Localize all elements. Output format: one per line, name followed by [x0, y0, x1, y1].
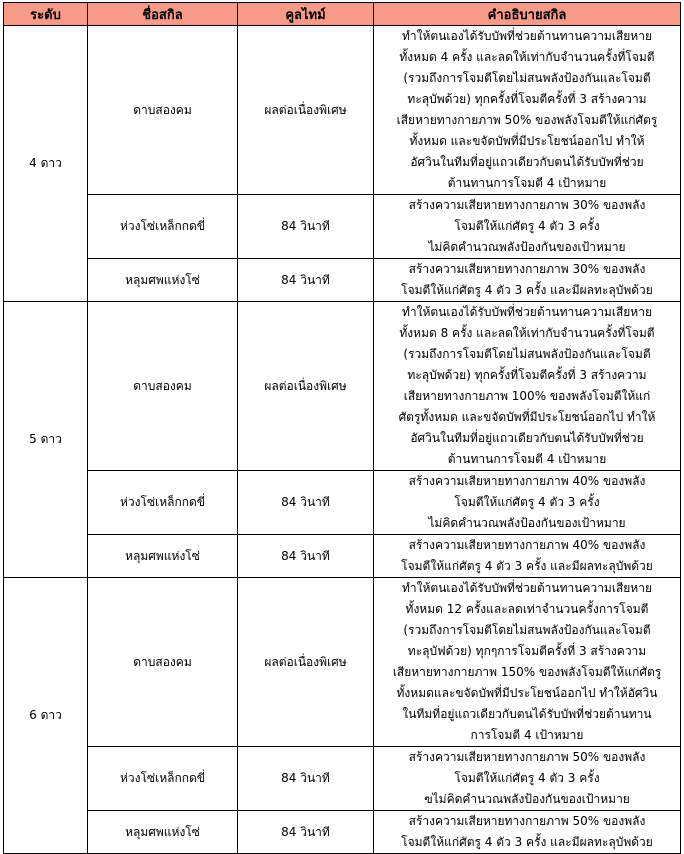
description-line: เสียหายทางกายภาพ 150% ของพลังโจมตีให้แก่ศัตรู — [392, 665, 662, 679]
table-row — [4, 578, 681, 747]
description-line: เสียหายทางกายภาพ 100% ของพลังโจมตีให้แก่ — [403, 389, 651, 403]
description-line: ทั้งหมด 12 ครั้งและลดเท่าจำนวนครั้งการโจมตี — [405, 602, 649, 616]
skill-name-cell: ห่วงโซ่เหล็กกดขี่ — [88, 195, 238, 259]
description-line: การโจมตี 4 เป้าหมาย — [470, 728, 584, 742]
description-line: (รวมถึงการโจมตีโดยไม่สนพลังป้องกันและโจมตี — [403, 71, 651, 85]
description-line: อัศวินในทีมที่อยู่แถวเดียวกับตนได้รับบัพที่ช่วย — [410, 155, 644, 169]
description-cell — [374, 471, 681, 535]
table-row — [4, 26, 681, 195]
description-line: ต้านทานการโจมตี 4 เป้าหมาย — [447, 452, 607, 466]
skill-name-cell: ห่วงโซ่เหล็กกดขี่ — [88, 471, 238, 535]
description-line: ทั้งหมด และขจัดบัพที่มีประโยชน์ออกไป ทำให้ — [409, 134, 645, 148]
description-line: ทั้งหมดและขจัดบัพที่มีประโยชน์ออกไป ทำให้อัศวิน — [396, 686, 658, 700]
description-line: (รวมถึงการโจมตีโดยไม่สนพลังป้องกันและโจมตี — [403, 623, 651, 637]
description-line: โจมตีให้แก่ศัตรู 4 ตัว 3 ครั้ง และมีผลทะลุบัพด้วย — [401, 559, 653, 573]
table-header — [4, 3, 681, 26]
description-line: ต้านทานการโจมตี 4 เป้าหมาย — [447, 176, 607, 190]
header-row — [4, 3, 681, 26]
skill-table — [3, 2, 681, 854]
skill-name-cell: ห่วงโซ่เหล็กกดขี่ — [88, 747, 238, 811]
skill-name-cell: หลุมศพแห่งโซ่ — [88, 535, 238, 578]
description-line: โจมตีให้แก่ศัตรู 4 ตัว 3 ครั้ง — [454, 495, 600, 509]
table-row — [4, 747, 681, 811]
description-line: ทะลุบัพด้วย) ทุกครั้งที่โจมตีครั้งที่ 3 สร้างความ — [407, 368, 647, 382]
table-body — [4, 26, 681, 854]
cooldown-cell: 84 วินาที — [238, 195, 374, 259]
description-line: สร้างความเสียหายทางกายภาพ 40% ของพลัง — [408, 538, 646, 552]
description-cell — [374, 747, 681, 811]
description-line: โจมตีให้แก่ศัตรู 4 ตัว 3 ครั้ง — [454, 771, 600, 785]
table-row — [4, 471, 681, 535]
description-cell — [374, 535, 681, 578]
description-line: ฃไม่คิดคำนวณพลังป้องกันของเป้าหมาย — [424, 792, 630, 806]
description-line: ในทีมที่อยู่แถวเดียวกับตนได้รับบัพที่ช่วยต้านทาน — [402, 707, 652, 721]
description-cell — [374, 578, 681, 747]
cooldown-cell: 84 วินาที — [238, 535, 374, 578]
description-line: (รวมถึงการโจมตีโดยไม่สนพลังป้องกันและโจมตี — [403, 347, 651, 361]
cooldown-cell: 84 วินาที — [238, 259, 374, 302]
cooldown-cell: ผลต่อเนื่องพิเศษ — [238, 578, 374, 747]
header-description: คำอธิบายสกิล — [374, 3, 681, 26]
cooldown-cell: 84 วินาที — [238, 747, 374, 811]
skill-name-cell: ดาบสองคม — [88, 578, 238, 747]
skill-name-cell: ดาบสองคม — [88, 26, 238, 195]
description-line: ศัตรูทั้งหมด และขจัดบัพที่มีประโยชน์ออกไป ทำให้ — [398, 410, 656, 424]
description-line: ทำให้ตนเองได้รับบัพที่ช่วยต้านทานความเสียหาย — [402, 29, 652, 43]
description-line: เสียหายทางกายภาพ 50% ของพลังโจมตีให้แก่ศัตรู — [396, 113, 658, 127]
table-row — [4, 195, 681, 259]
skill-name-cell: หลุมศพแห่งโซ่ — [88, 259, 238, 302]
description-line: สร้างความเสียหายทางกายภาพ 30% ของพลัง — [408, 198, 646, 212]
description-line: ไม่คิดคำนวณพลังป้องกันของเป้าหมาย — [428, 240, 626, 254]
description-line: โจมตีให้แก่ศัตรู 4 ตัว 3 ครั้ง — [454, 219, 600, 233]
description-line: โจมตีให้แก่ศัตรู 4 ตัว 3 ครั้ง และมีผลทะลุบัพด้วย — [401, 283, 653, 297]
cooldown-cell: ผลต่อเนื่องพิเศษ — [238, 26, 374, 195]
cooldown-cell: 84 วินาที — [238, 811, 374, 854]
description-cell — [374, 195, 681, 259]
description-cell — [374, 811, 681, 854]
description-line: ทะลุบัฟด้วย) ทุกๆการโจมตีครั้งที่ 3 สร้างความ — [407, 644, 647, 658]
description-line: ทะลุบัพด้วย) ทุกครั้งที่โจมตีครั้งที่ 3 สร้างความ — [407, 92, 647, 106]
description-line: ไม่คิดคำนวณพลังป้องกันของเป้าหมาย — [428, 516, 626, 530]
header-skill-name: ชื่อสกิล — [88, 3, 238, 26]
description-line: อัศวินในทีมที่อยู่แถวเดียวกับตนได้รับบัพที่ช่วย — [410, 431, 644, 445]
description-cell — [374, 26, 681, 195]
skill-name-cell: หลุมศพแห่งโซ่ — [88, 811, 238, 854]
description-line: ทั้งหมด 8 ครั้ง และลดให้เท่ากับจำนวนครั้งที่โจมตี — [399, 326, 655, 340]
header-level: ระดับ — [4, 3, 88, 26]
description-cell — [374, 302, 681, 471]
cooldown-cell: 84 วินาที — [238, 471, 374, 535]
description-line: ทั้งหมด 4 ครั้ง และลดให้เท่ากับจำนวนครั้งที่โจมตี — [399, 50, 655, 64]
description-line: สร้างความเสียหายทางกายภาพ 50% ของพลัง — [408, 814, 646, 828]
header-cooldown: คูลไทม์ — [238, 3, 374, 26]
level-cell: 6 ดาว — [4, 578, 88, 854]
description-line: สร้างความเสียหายทางกายภาพ 50% ของพลัง — [408, 750, 646, 764]
description-line: สร้างความเสียหายทางกายภาพ 30% ของพลัง — [408, 262, 646, 276]
table-row — [4, 302, 681, 471]
level-cell: 5 ดาว — [4, 302, 88, 578]
description-line: ทำให้ตนเองได้รับบัพที่ช่วยต้านทานความเสียหาย — [402, 581, 652, 595]
table-row — [4, 259, 681, 302]
level-cell: 4 ดาว — [4, 26, 88, 302]
table-row — [4, 811, 681, 854]
description-line: ทำให้ตนเองได้รับบัพที่ช่วยต้านทานความเสียหาย — [402, 305, 652, 319]
description-line: สร้างความเสียหายทางกายภาพ 40% ของพลัง — [408, 474, 646, 488]
description-line: โจมตีให้แก่ศัตรู 4 ตัว 3 ครั้ง และมีผลทะลุบัพด้วย — [401, 835, 653, 849]
table-row — [4, 535, 681, 578]
skill-name-cell: ดาบสองคม — [88, 302, 238, 471]
description-cell — [374, 259, 681, 302]
cooldown-cell: ผลต่อเนื่องพิเศษ — [238, 302, 374, 471]
